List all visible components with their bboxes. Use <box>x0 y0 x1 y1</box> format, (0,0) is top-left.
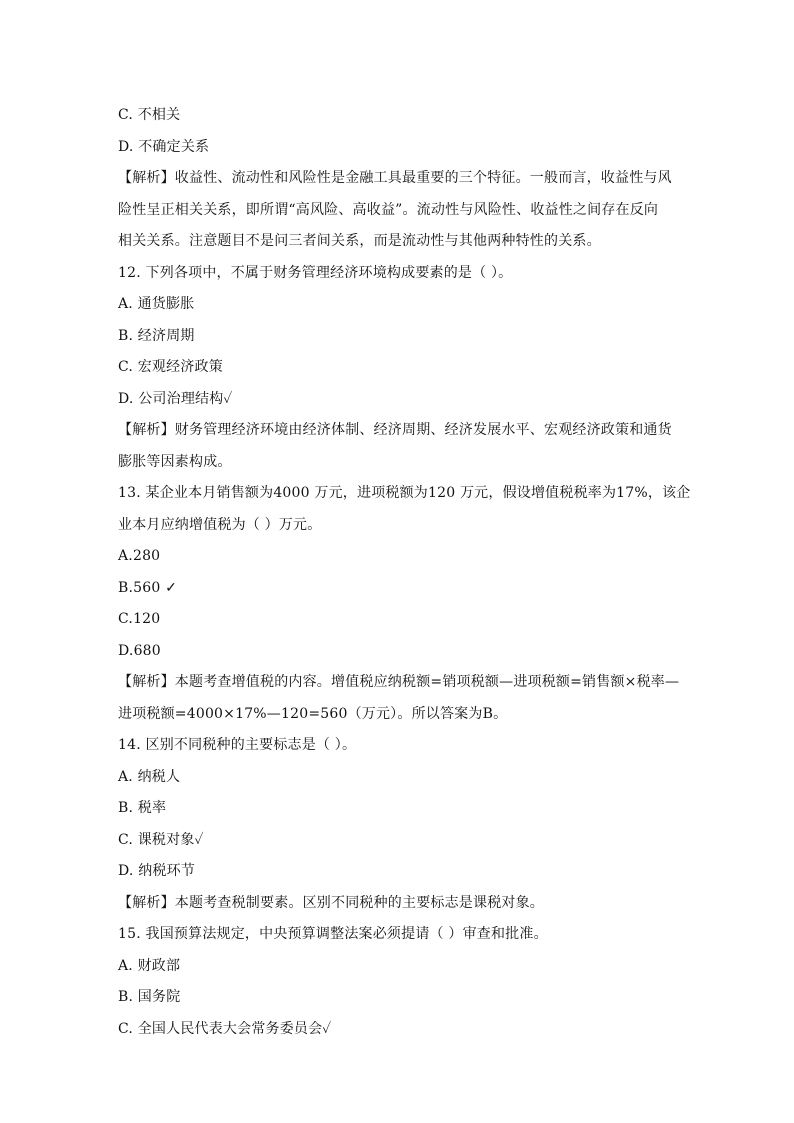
option-a: A. 通货膨胀 <box>118 296 195 312</box>
analysis-line: 【解析】财务管理经济环境由经济体制、经济周期、经济发展水平、宏观经济政策和通货 <box>118 422 672 438</box>
option-b: B. 国务院 <box>118 989 181 1005</box>
option-d: D.680 <box>118 642 161 659</box>
option-d-correct: D. 公司治理结构✓ <box>118 390 233 407</box>
option-b: B. 税率 <box>118 800 167 816</box>
option-c-unrelated: C. 不相关 <box>118 107 181 123</box>
option-a: A.280 <box>118 548 161 564</box>
analysis-line: 【解析】本题考查税制要素。区别不同税种的主要标志是课税对象。 <box>118 894 544 911</box>
analysis-line: 险性呈正相关关系，即所谓“高风险、高收益”。流动性与风险性、收益性之间存在反向 <box>118 201 659 218</box>
analysis-line: 【解析】本题考查增值税的内容。增值税应纳税额=销项税额—进项税额=销售额×税率— <box>118 674 680 690</box>
document-page <box>118 100 691 1045</box>
analysis-line: 膨胀等因素构成。 <box>118 453 232 470</box>
option-a: A. 纳税人 <box>118 768 181 785</box>
analysis-line: 【解析】收益性、流动性和风险性是金融工具最重要的三个特征。一般而言，收益性与风 <box>118 170 672 186</box>
analysis-line: 相关关系。注意题目不是问三者间关系，而是流动性与其他两种特性的关系。 <box>118 233 601 249</box>
option-b-correct: B.560 ✓ <box>118 579 178 596</box>
analysis-line: 进项税额=4000×17%—120=560（万元）。所以答案为B。 <box>118 705 508 722</box>
option-c: C. 宏观经济政策 <box>118 359 223 375</box>
option-d-uncertain: D. 不确定关系 <box>118 138 210 155</box>
option-c-correct: C. 课税对象✓ <box>118 831 204 848</box>
option-c: C.120 <box>118 611 161 627</box>
question-15: 15. 我国预算法规定，中央预算调整法案必须提请（ ）审查和批准。 <box>118 926 548 942</box>
option-a: A. 财政部 <box>118 957 181 974</box>
option-c-correct: C. 全国人民代表大会常务委员会✓ <box>118 1020 332 1037</box>
question-14: 14. 区别不同税种的主要标志是（ ）。 <box>118 737 357 753</box>
question-13: 13. 某企业本月销售额为4000 万元，进项税额为120 万元，假设增值税税率为17%，该企 <box>118 485 691 501</box>
option-d: D. 纳税环节 <box>118 863 196 879</box>
question-12: 12. 下列各项中，不属于财务管理经济环境构成要素的是（ ）。 <box>118 264 513 281</box>
option-b: B. 经济周期 <box>118 327 195 344</box>
question-13-cont: 业本月应纳增值税为（ ）万元。 <box>118 516 322 533</box>
